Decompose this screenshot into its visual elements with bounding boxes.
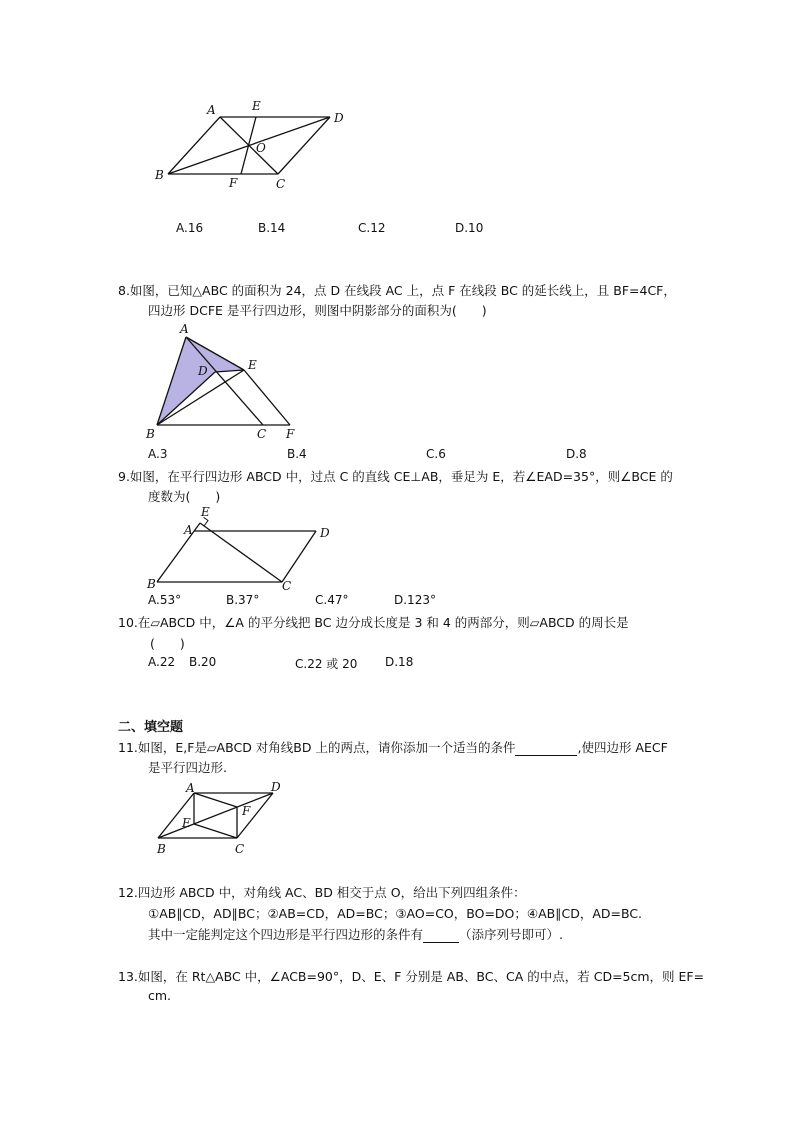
q7-option-a: A.16 — [176, 221, 204, 235]
q8-figure — [140, 318, 310, 442]
q9-line-eb — [157, 523, 200, 582]
q11-text-line1-a: 11.如图，E,F是▱ABCD 对角线BD 上的两点，请你添加一个适当的条件 — [118, 740, 516, 755]
q9-side-dc — [282, 531, 316, 582]
q8-option-a: A.3 — [148, 447, 168, 461]
q12-text-line3 — [148, 925, 563, 943]
q11-text-line1-b: ,使四边形 AECF — [577, 740, 668, 755]
q11-figure — [150, 776, 290, 858]
q10-option-a: A.22 — [148, 655, 176, 669]
q7-label-a: A — [207, 103, 216, 117]
q11-label-e: E — [182, 816, 191, 830]
q8-option-b: B.4 — [287, 447, 307, 461]
q8-option-d: D.8 — [566, 447, 587, 461]
q11-label-a: A — [186, 781, 195, 795]
q7-option-c: C.12 — [358, 221, 386, 235]
q12-text-line2: ①AB∥CD，AD∥BC；②AB=CD，AD=BC；③AO=CO，BO=DO；④AB∥CD，AD=BC. — [148, 906, 643, 921]
q11-line-af — [194, 793, 237, 807]
q7-label-o: O — [256, 141, 266, 155]
q12-text-line1: 12.四边形 ABCD 中，对角线 AC、BD 相交于点 O，给出下列四组条件： — [118, 885, 526, 900]
q9-label-d: D — [320, 526, 330, 540]
q7-label-e: E — [252, 99, 261, 113]
q8-option-c: C.6 — [426, 447, 446, 461]
q11-label-c: C — [235, 842, 245, 856]
q11-text-line1 — [118, 738, 668, 756]
q7-label-f: F — [229, 176, 238, 190]
q10-text-line2: ( ) — [150, 636, 185, 651]
q7-option-d: D.10 — [455, 221, 484, 235]
q8-label-c: C — [257, 427, 267, 441]
q8-label-d: D — [198, 364, 208, 378]
q9-option-a: A.53° — [148, 593, 182, 607]
q10-option-c: C.22 或 20 — [295, 657, 358, 671]
q7-label-c: C — [276, 177, 286, 191]
q13-text-line2: cm. — [148, 988, 172, 1003]
q8-label-b: B — [146, 427, 155, 441]
q10-option-b: B.20 — [189, 655, 217, 669]
q8-side-ef — [244, 370, 290, 425]
q7-label-b: B — [155, 168, 164, 182]
q9-option-b: B.37° — [226, 593, 260, 607]
q12-answer-blank[interactable] — [423, 927, 459, 943]
q9-figure — [140, 504, 340, 596]
q13-text-line1: 13.如图，在 Rt△ABC 中，∠ACB=90°，D、E、F 分别是 AB、BC、CA 的中点，若 CD=5cm，则 EF= — [118, 969, 705, 984]
q11-label-f: F — [242, 804, 251, 818]
q8-label-e: E — [248, 358, 257, 372]
q9-option-c: C.47° — [315, 593, 349, 607]
q10-option-d: D.18 — [385, 655, 414, 669]
q12-text-line3-a: 其中一定能判定这个四边形是平行四边形的条件有 — [148, 927, 424, 942]
q9-text-line2: 度数为( ) — [148, 489, 221, 504]
q8-text-line2: 四边形 DCFE 是平行四边形，则图中阴影部分的面积为( ) — [148, 303, 487, 318]
q9-label-e: E — [201, 505, 210, 519]
q8-label-a: A — [180, 322, 189, 336]
q8-shaded-region — [157, 337, 244, 425]
q9-line-ce — [200, 523, 282, 582]
q7-figure — [150, 96, 360, 196]
q11-answer-blank[interactable] — [515, 740, 577, 756]
section-heading-fill-in: 二、填空题 — [118, 720, 184, 735]
q8-label-f: F — [286, 427, 295, 441]
q7-option-b: B.14 — [258, 221, 286, 235]
q9-text-line1: 9.如图，在平行四边形 ABCD 中，过点 C 的直线 CE⊥AB，垂足为 E，若∠EAD=35°，则∠BCE 的 — [118, 469, 673, 484]
q8-text-line1: 8.如图，已知△ABC 的面积为 24，点 D 在线段 AC 上，点 F 在线段 BC 的延长线上，且 BF=4CF， — [118, 283, 676, 298]
q9-option-d: D.123° — [394, 593, 436, 607]
q11-line-ec — [194, 824, 237, 838]
q9-label-c: C — [282, 579, 292, 593]
q10-text-line1: 10.在▱ABCD 中，∠A 的平分线把 BC 边分成长度是 3 和 4 的两部分，则▱ABCD 的周长是 — [118, 615, 629, 630]
q11-label-b: B — [157, 842, 166, 856]
q9-label-b: B — [147, 577, 156, 591]
q7-segment-ef — [241, 117, 256, 174]
q11-label-d: D — [271, 780, 281, 794]
q12-text-line3-b: （添序列号即可）. — [459, 927, 563, 942]
q7-label-d: D — [334, 111, 344, 125]
q11-text-line2: 是平行四边形. — [148, 760, 227, 775]
q9-label-a: A — [184, 523, 193, 537]
